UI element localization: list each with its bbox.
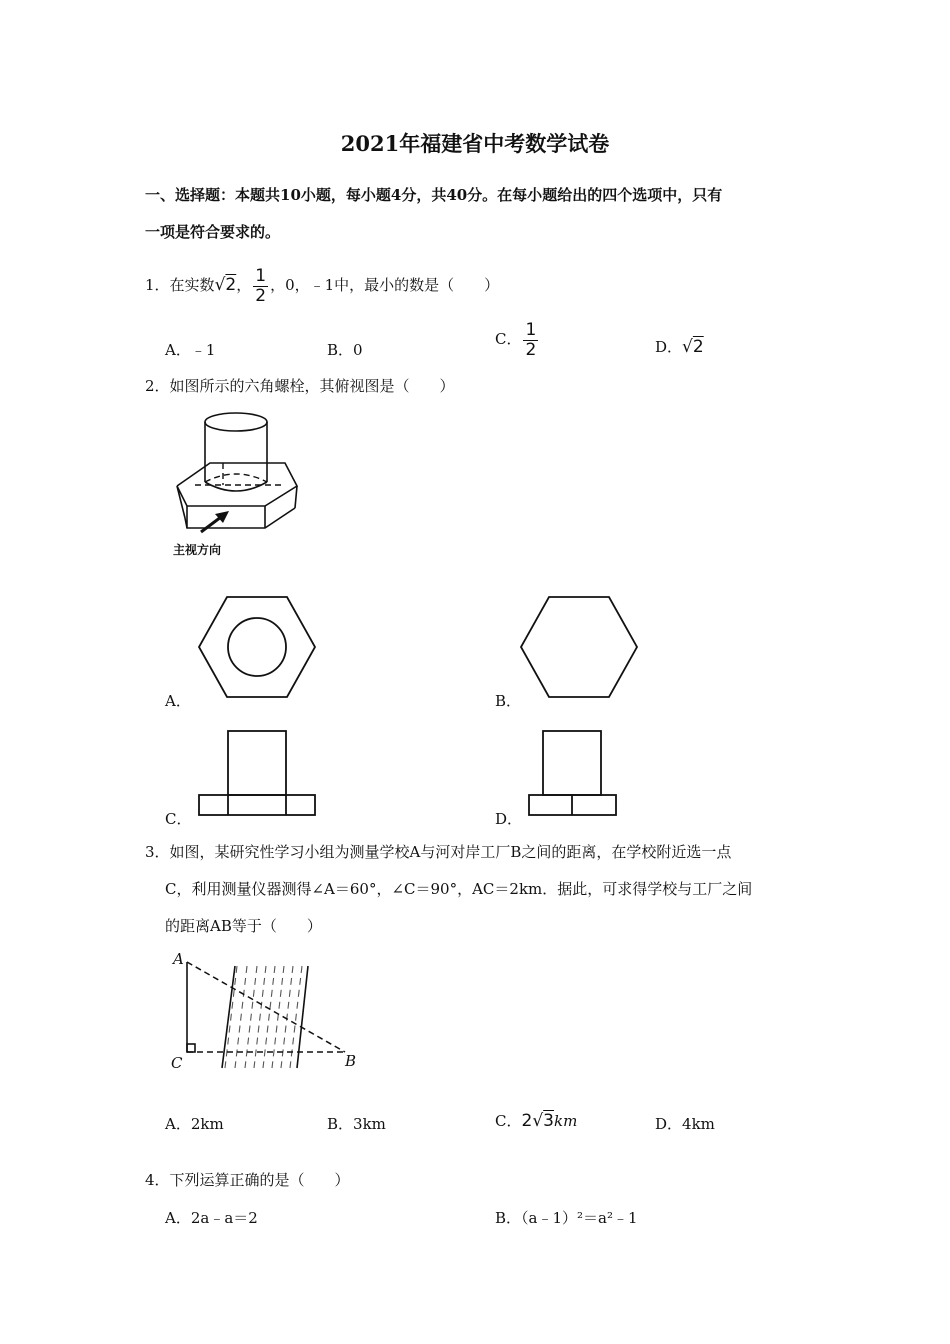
q3-option-b[interactable]: B．3km — [327, 1115, 386, 1133]
sqrt-3: √3 — [532, 1111, 554, 1131]
point-a-label: A — [173, 950, 184, 968]
hex-bolt-figure — [165, 410, 315, 560]
question-4: 4．下列运算正确的是（ ） — [145, 1171, 350, 1189]
q2-option-d-front-view[interactable] — [528, 730, 618, 818]
q2-option-b-label[interactable]: B． — [495, 692, 522, 710]
q2-option-a-hexagon-circle[interactable] — [198, 596, 316, 698]
question-1 — [145, 262, 499, 308]
q3-option-d[interactable]: D．4km — [655, 1115, 715, 1133]
point-c-label: C — [171, 1054, 183, 1072]
question-3-line2: C，利用测量仪器测得∠A＝60°，∠C＝90°，AC＝2km．据此，可求得学校与工厂之间 — [165, 880, 753, 898]
question-text: 在实数 — [169, 276, 215, 294]
section-heading-line1: 一、选择题：本题共10小题，每小题4分，共40分。在每小题给出的四个选项中，只有 — [145, 186, 723, 204]
question-text-tail: ，0，﹣1中，最小的数是（ ） — [270, 276, 500, 294]
q2-option-b-hexagon[interactable] — [520, 596, 638, 698]
section-heading-line2: 一项是符合要求的。 — [145, 223, 281, 241]
question-3-line1: 3．如图，某研究性学习小组为测量学校A与河对岸工厂B之间的距离，在学校附近选一点 — [145, 843, 732, 861]
q3-option-c[interactable]: C．2√3km — [495, 1111, 578, 1131]
q2-option-c-label[interactable]: C． — [165, 810, 192, 828]
q1-option-c[interactable]: C． $\frac{1}{2}$ — [495, 319, 537, 360]
q1-option-a[interactable]: A．﹣1 — [165, 341, 216, 359]
q4-option-b[interactable]: B．（a﹣1）²＝a²﹣1 — [495, 1209, 638, 1227]
question-3-line3: 的距离AB等于（ ） — [165, 917, 322, 935]
fraction-half: $\frac{1}{2}$ — [525, 319, 537, 360]
comma: ， — [236, 276, 252, 294]
point-b-label: B — [345, 1052, 357, 1070]
q4-option-a[interactable]: A．2a﹣a＝2 — [165, 1209, 258, 1227]
q2-option-c-front-view[interactable] — [198, 730, 318, 818]
q3-option-a[interactable]: A．2km — [165, 1115, 224, 1133]
q1-option-d[interactable]: D．√2 — [655, 337, 704, 357]
question-number: 1． — [145, 276, 170, 294]
q2-option-d-label[interactable]: D． — [495, 810, 523, 828]
sqrt-2: √2 — [682, 337, 704, 357]
sqrt-2: √2 — [214, 275, 237, 295]
fraction-half: $\frac{1}{2}$ — [255, 265, 267, 306]
page-title: 2021年福建省中考数学试卷 — [340, 131, 610, 156]
q2-option-a-label[interactable]: A． — [165, 692, 191, 710]
river-triangle-figure — [165, 950, 365, 1072]
question-2: 2．如图所示的六角螺栓，其俯视图是（ ） — [145, 377, 455, 395]
q1-option-b[interactable]: B．0 — [327, 341, 363, 359]
figure-caption: 主视方向 — [173, 543, 222, 557]
